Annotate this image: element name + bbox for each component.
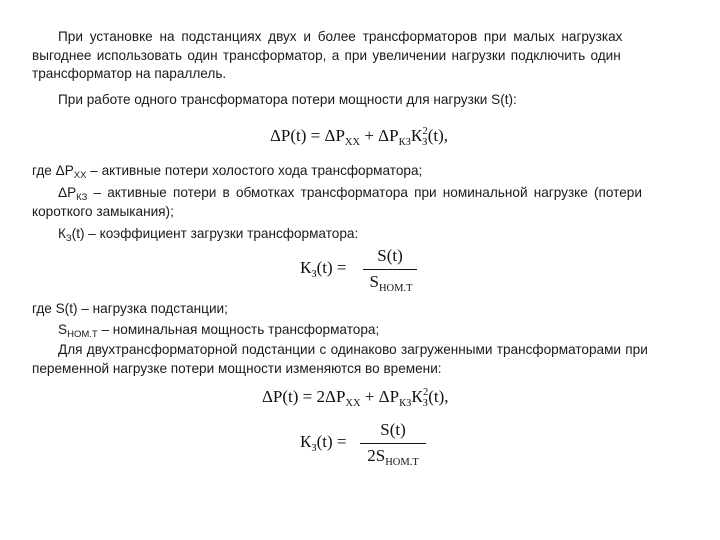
def-text: – активные потери холостого хода трансформатора;	[86, 163, 423, 178]
subscript: З	[422, 398, 428, 409]
subscript: ХХ	[73, 170, 87, 181]
text-line	[32, 184, 692, 203]
formula-power-loss-single	[270, 126, 448, 146]
paragraph-single-transformer: При работе одного трансформатора потери мощности для нагрузки S(t):	[58, 92, 517, 107]
paragraph-intro	[32, 28, 692, 84]
formula-k: К	[300, 258, 312, 277]
formula-end: (t),	[428, 387, 449, 406]
formula-lhs	[300, 258, 347, 278]
formula-mid: + ΔP	[360, 387, 400, 406]
fraction-denominator	[356, 446, 430, 466]
def-text: – номинальная мощность трансформатора;	[97, 322, 380, 337]
subscript: КЗ	[398, 137, 411, 148]
formula-eq: (t) =	[316, 258, 347, 277]
formula-lhs: ΔP(t) = 2ΔP	[262, 387, 346, 406]
formula-k: К	[410, 126, 423, 145]
paragraph-two-transformers	[32, 341, 692, 378]
def-symbol: где ΔP	[32, 163, 74, 178]
subscript: ХХ	[344, 137, 361, 148]
text-line: Для двухтрансформаторной подстанции с одинаково загруженными трансформаторами при	[58, 342, 648, 357]
fraction-numerator: S(t)	[377, 246, 403, 265]
formula-load-factor-two	[300, 420, 430, 468]
formula-power-loss-two	[262, 387, 448, 407]
text-line: короткого замыкания);	[32, 203, 174, 219]
fraction-bar	[360, 443, 426, 444]
den-symbol: 2S	[367, 446, 386, 465]
def-symbol: К	[58, 226, 66, 241]
def-text: (t) – коэффициент загрузки трансформатора:	[71, 226, 359, 241]
superscript: 2	[422, 126, 428, 137]
subscript: З	[311, 443, 317, 454]
text-line: При установке на подстанциях двух и более трансформаторов при малых нагрузках	[58, 29, 623, 44]
def-symbol: ΔP	[58, 185, 77, 200]
text-line: переменной нагрузке потери мощности изменяются во времени:	[32, 360, 442, 376]
den-symbol: S	[369, 272, 379, 291]
subscript: З	[65, 233, 72, 244]
formula-lhs	[300, 432, 347, 452]
definition-dpxx	[32, 162, 692, 181]
formula-eq: (t) =	[316, 432, 347, 451]
definition-snom	[32, 321, 692, 340]
formula-k: К	[300, 432, 312, 451]
fraction-numerator: S(t)	[380, 420, 406, 439]
subscript: З	[422, 137, 428, 148]
subscript: З	[311, 269, 317, 280]
formula-k: К	[411, 387, 423, 406]
definition-dpkz	[32, 184, 692, 221]
subscript: НОМ.Т	[385, 457, 419, 468]
subscript: НОМ.Т	[67, 329, 98, 340]
fraction-denominator	[360, 272, 422, 292]
text-line: трансформатор на параллель.	[32, 66, 227, 82]
text-line: выгоднее использовать один трансформатор, а при увеличении нагрузки подключить один	[32, 47, 621, 63]
def-symbol: S	[58, 322, 68, 337]
subscript: НОМ.Т	[378, 283, 413, 294]
superscript: 2	[422, 387, 429, 398]
definition-load: где S(t) – нагрузка подстанции;	[32, 301, 228, 316]
definition-kz	[32, 225, 692, 244]
fraction-bar	[363, 269, 417, 270]
subscript: КЗ	[399, 398, 412, 409]
formula-end: (t),	[427, 126, 448, 145]
subscript: КЗ	[76, 192, 88, 203]
formula-lhs: ΔP(t) = ΔP	[270, 126, 345, 145]
def-text: – активные потери в обмотках трансформатора при номинальной нагрузке (потери	[87, 185, 642, 200]
subscript: ХХ	[345, 398, 361, 409]
formula-mid: + ΔP	[360, 126, 399, 145]
formula-load-factor	[300, 246, 420, 294]
